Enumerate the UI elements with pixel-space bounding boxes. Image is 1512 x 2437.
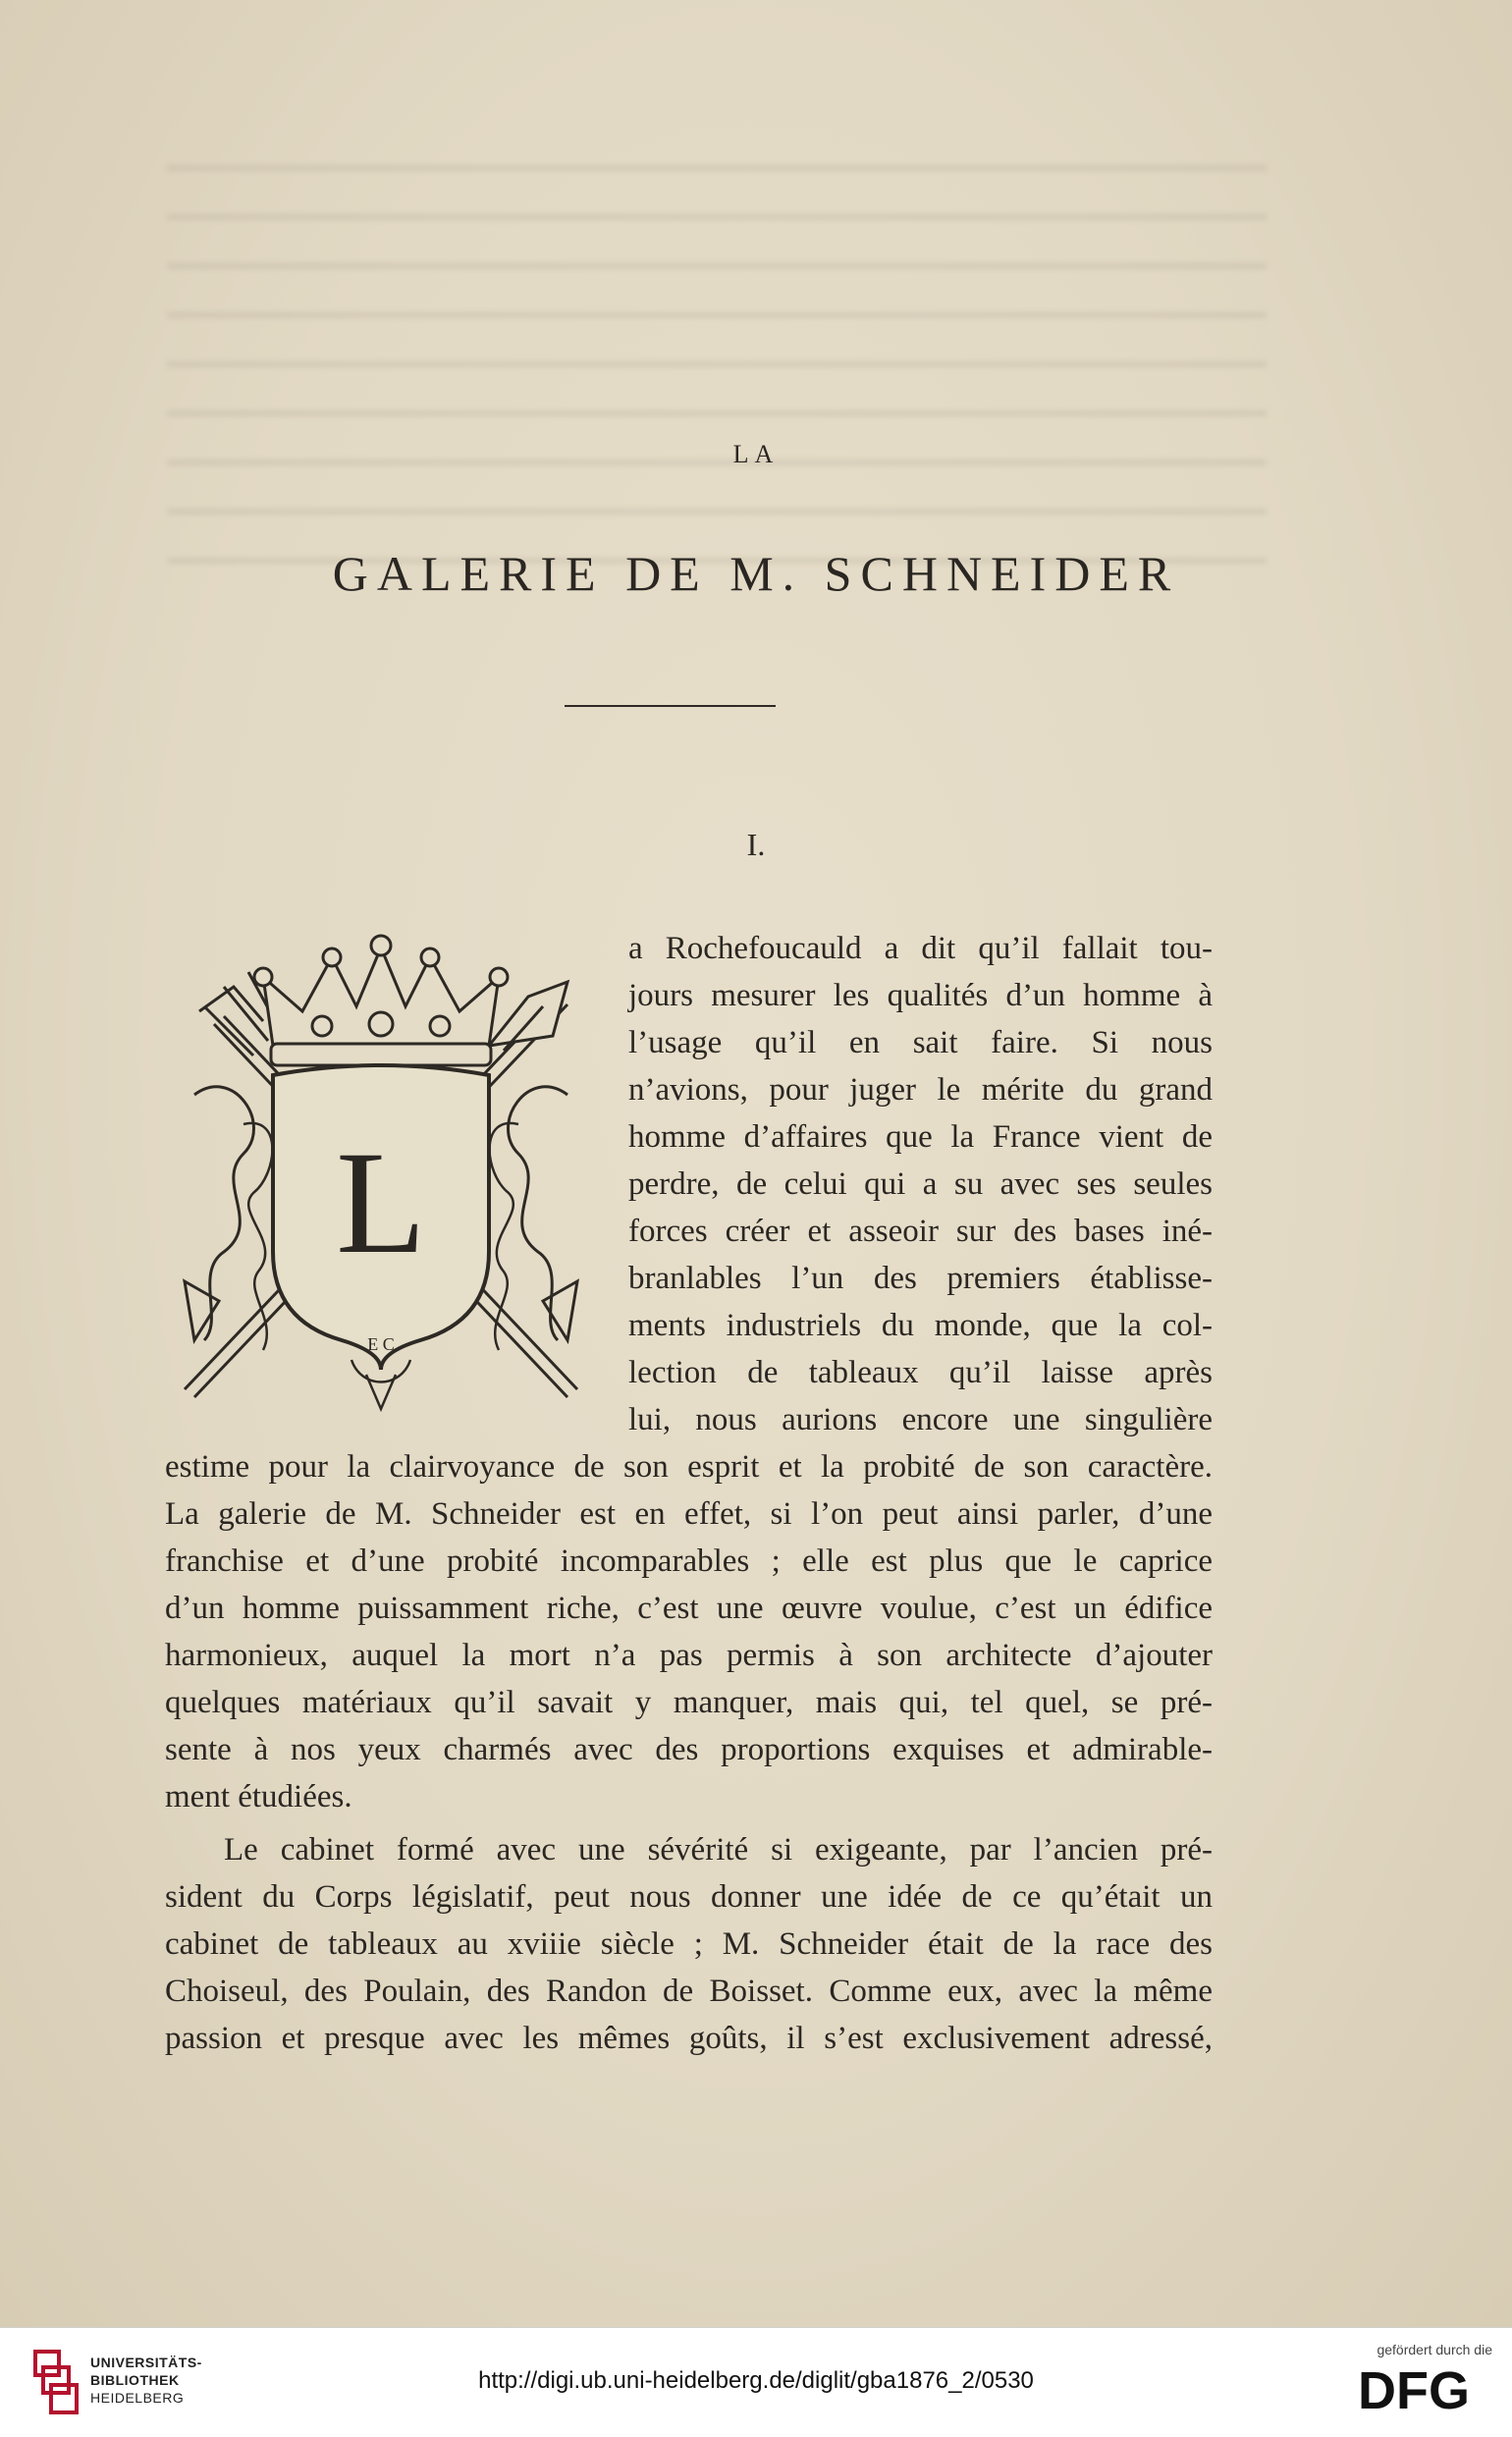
text-line: l’usage qu’il en sait faire. Si nous [628, 1025, 1213, 1060]
title-rule [565, 705, 776, 707]
funding-caption: gefördert durch die [1377, 2342, 1492, 2357]
text-line: Choiseul, des Poulain, des Randon de Boisset. Comme eux, avec la même [165, 1974, 1213, 2009]
dfg-logo-text: DFG [1358, 2361, 1470, 2416]
viewer-footer [0, 2327, 1512, 2437]
text-line: quelques matériaux qu’il savait y manquer, mais qui, tel quel, se pré- [165, 1685, 1213, 1720]
text-line: harmonieux, auquel la mort n’a pas permis à son architecte d’ajouter [165, 1638, 1213, 1673]
dfg-logo-icon[interactable] [1335, 2361, 1492, 2416]
text-line: sident du Corps législatif, peut nous donner une idée de ce qu’était un [165, 1879, 1213, 1915]
text-line: jours mesurer les qualités d’un homme à [628, 978, 1213, 1013]
library-name-line: UNIVERSITÄTS- [90, 2355, 202, 2370]
article-kicker: LA [732, 440, 780, 468]
text-line: franchise et d’une probité incomparables ; elle est plus que le caprice [165, 1543, 1213, 1579]
text-line: lection de tableaux qu’il laisse après [628, 1355, 1213, 1390]
library-name-line: HEIDELBERG [90, 2390, 185, 2406]
text-line: ments industriels du monde, que la col- [628, 1308, 1213, 1343]
text-line: Le cabinet formé avec une sévérité si exigeante, par l’ancien pré- [224, 1832, 1213, 1868]
section-number: I. [746, 827, 766, 862]
text-line: sente à nos yeux charmés avec des proportions exquises et admirable- [165, 1732, 1213, 1767]
text-line: perdre, de celui qui a su avec ses seules [628, 1166, 1213, 1202]
text-line: lui, nous aurions encore une singulière [628, 1402, 1213, 1437]
permalink-url[interactable]: http://digi.ub.uni-heidelberg.de/diglit/gba1876_2/0530 [478, 2367, 1034, 2394]
text-line: passion et presque avec les mêmes goûts, il s’est exclusivement adressé, [165, 2021, 1213, 2056]
text-line: cabinet de tableaux au xviiie siècle ; M. Schneider était de la race des [165, 1926, 1213, 1962]
text-line: La galerie de M. Schneider est en effet, si l’on peut ainsi parler, d’une [165, 1496, 1213, 1532]
text-line: estime pour la clairvoyance de son esprit et la probité de son caractère. [165, 1449, 1213, 1485]
text-line: homme d’affaires que la France vient de [628, 1119, 1213, 1155]
library-name-line: BIBLIOTHEK [90, 2372, 180, 2388]
show-through-text [167, 137, 1267, 569]
drop-cap-letter: L [336, 1121, 426, 1284]
monogram: E C [367, 1334, 395, 1354]
text-line: d’un homme puissamment riche, c’est une œuvre voulue, c’est un édifice [165, 1591, 1213, 1626]
text-line: n’avions, pour juger le mérite du grand [628, 1072, 1213, 1108]
ornamental-drop-cap [165, 928, 597, 1419]
text-line: forces créer et asseoir sur des bases iné- [628, 1214, 1213, 1249]
article-title: GALERIE DE M. SCHNEIDER [332, 546, 1180, 601]
text-line: ment étudiées. [165, 1779, 352, 1814]
text-line: a Rochefoucauld a dit qu’il fallait tou- [628, 931, 1213, 966]
text-line: branlables l’un des premiers établisse- [628, 1261, 1213, 1296]
